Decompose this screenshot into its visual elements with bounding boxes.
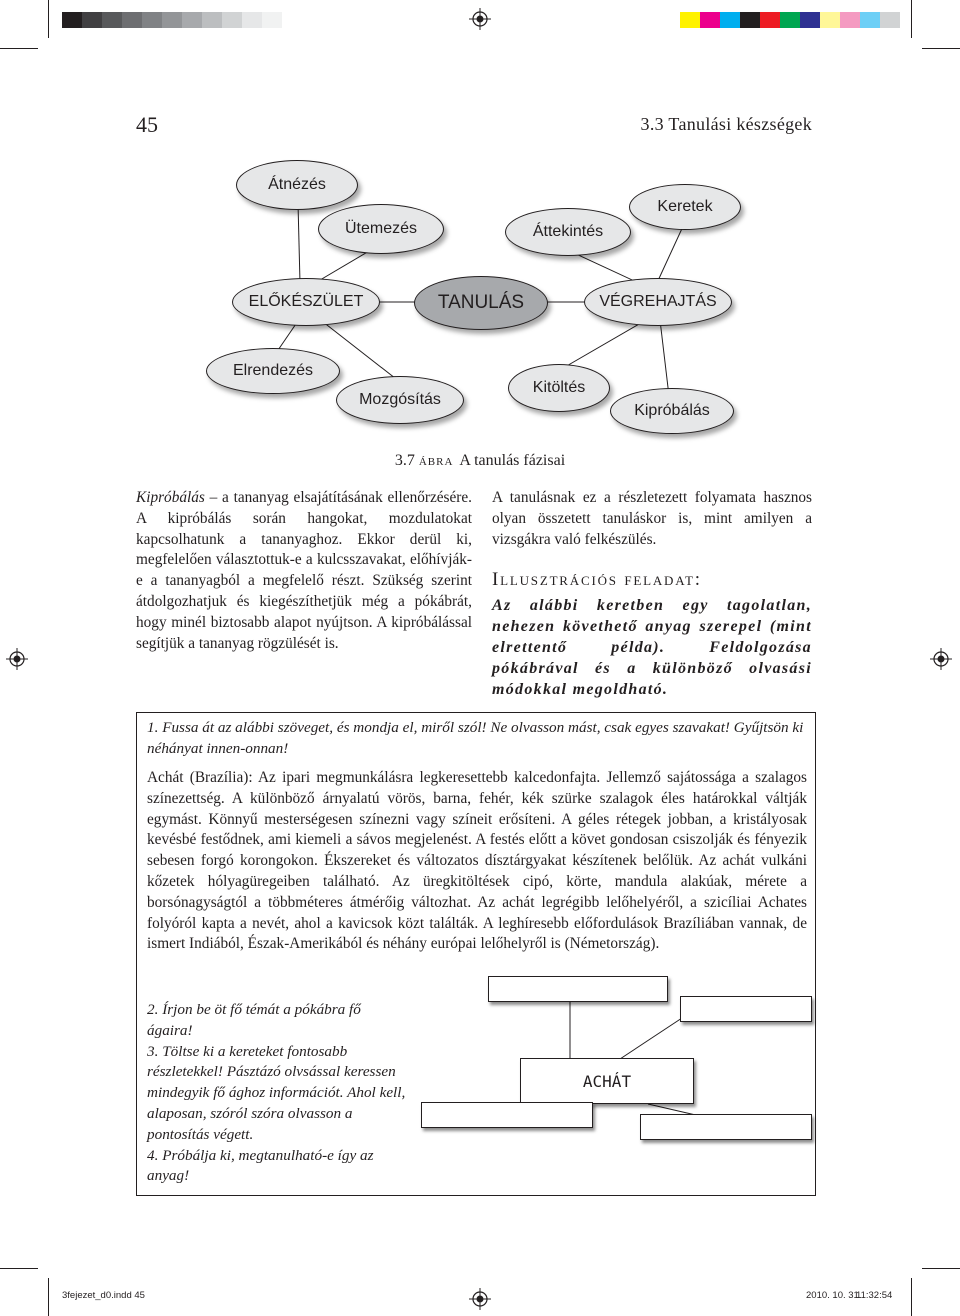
figure-title: A tanulás fázisai xyxy=(459,452,566,469)
instruction-3: 3. Töltse ki a kereteket fontosabb részletekkel! Pásztázó olvsással keressen mindegyik fő ághoz információt. Ahol kell, alaposan, szóról szóra olvasson a pontosítás végett. xyxy=(147,1042,406,1143)
mindmap-node-kiprobalas: Kipróbálás xyxy=(610,388,734,434)
mindmap-center-tanulas: TANULÁS xyxy=(414,276,548,330)
mindmap-node-mozgositas: Mozgósítás xyxy=(336,376,464,424)
mindmap-node-elrendezes: Elrendezés xyxy=(206,348,340,394)
left-column-text: – a tananyag elsajátításának ellenőrzésére. A kipróbálás során hangokat, mozdulatokat kapcsolhatunk a tananyaghoz. Ekkor derül ki, megfelelően választottuk-e a kulcsszavakat, előhívják-e a tananyagból a megfelelő részt. Szükség szerint átdolgozhatjuk és kiegészíthetjük még a pókábrát, hogy minél biztosabb alapot nyújtson. A kipróbálással segítjük a tananyag rögzülését is. xyxy=(136,489,472,652)
spider-branch-box xyxy=(421,1102,593,1128)
mindmap-node-kitoltes: Kitöltés xyxy=(508,364,610,412)
left-column-paragraph xyxy=(136,488,472,654)
spider-branch-box xyxy=(640,1114,812,1140)
term-kiprobalas: Kipróbálás xyxy=(136,489,205,506)
mindmap-node-utemezes: Ütemezés xyxy=(318,204,444,254)
mindmap-node-attekintes: Áttekintés xyxy=(505,208,631,256)
instruction-1: 1. Fussa át az alábbi szöveget, és mondja el, miről szól! Ne olvasson mást, csak egyes szavakat! Gyűjtsön ki néhányat innen-onnan! xyxy=(147,719,804,757)
spider-branch-box xyxy=(488,976,668,1002)
slug-file: 3fejezet_d0.indd 45 xyxy=(62,1290,145,1301)
slug-time: 11:32:54 xyxy=(856,1290,893,1301)
figure-caption xyxy=(0,452,960,470)
registration-mark-icon xyxy=(6,648,28,670)
crop-mark xyxy=(911,1278,912,1316)
running-head: 3.3 Tanulási készségek xyxy=(640,114,812,134)
crop-mark xyxy=(0,1268,38,1269)
page-number: 45 xyxy=(136,112,158,137)
mindmap-node-atnezes: Átnézés xyxy=(236,160,358,210)
instructions-list xyxy=(147,1000,409,1187)
mindmap-connectors xyxy=(0,0,960,460)
exercise-task: Az alábbi keretben egy tagolatlan, nehezen követhető anyag szerepel (mint elrettentő példa). Feldolgozása pókábrával és a különböző olvasási módokkal megoldható. xyxy=(492,597,812,699)
right-column xyxy=(492,488,812,700)
mindmap-node-keretek: Keretek xyxy=(629,184,741,230)
crop-mark xyxy=(922,1268,960,1269)
figure-number: 3.7 xyxy=(394,452,415,469)
spider-branch-box xyxy=(680,996,812,1022)
figure-label: ábra xyxy=(418,452,454,469)
spider-center-box: ACHÁT xyxy=(520,1058,694,1104)
right-column-paragraph: A tanulásnak ez a részletezett folyamata hasznos olyan összetett tanuláskor is, mint amilyen a vizsgákra való felkészülés. xyxy=(492,489,812,548)
registration-mark-icon xyxy=(469,1288,491,1310)
slug-date: 2010. 10. 31. xyxy=(806,1290,862,1301)
agate-text: Achát (Brazília): Az ipari megmunkálásra legkeresettebb kalcedonfajta. Jellemző sajátossága a szalagos színezettség. A különböző árnyalatú vörös, barna, fehér, kék szürke szalagok éles határokkal váltják egymást. Könnyű mesterségesen színezni vagy színeit erősíteni. A géles rétegek jobban, a kristályosak kevésbé festődnek, ami kiemeli a sávos megjelenést. A festés előtt a követ gondosan csiszolják és fényezik sebesen forgó korongokon. Ékszereket és változatos dísztárgyakat készítenek belőlük. Az achát vulkáni kőzetek hólyagüregeiben található. Az üregkitöltések cipó, körte, mandula alakúak, mérete a borsónagyságtól a többméteres átmérőig változhat. Az achát legrégibb lelőhelyéről, a szicíliai Achates folyóról kapta a nevét, ahol a kavicsok közt találták. A leghíresebb előfordulások Brazíliában vannak, de ismert Indiából, Észak-Amerikából és néhány európai lelőhelyről is (Németország). xyxy=(147,769,807,953)
instruction-4: 4. Próbálja ki, megtanulható-e így az anyag! xyxy=(147,1146,374,1185)
exercise-heading: Illusztrációs feladat: xyxy=(492,569,702,591)
registration-mark-icon xyxy=(930,648,952,670)
mindmap-phase-elokeszulet: ELŐKÉSZÜLET xyxy=(232,278,380,326)
instruction-2: 2. Írjon be öt fő témát a pókábra fő ágaira! xyxy=(147,1001,361,1039)
mindmap-phase-vegrehajtas: VÉGREHAJTÁS xyxy=(584,278,732,326)
crop-mark xyxy=(48,1278,49,1316)
